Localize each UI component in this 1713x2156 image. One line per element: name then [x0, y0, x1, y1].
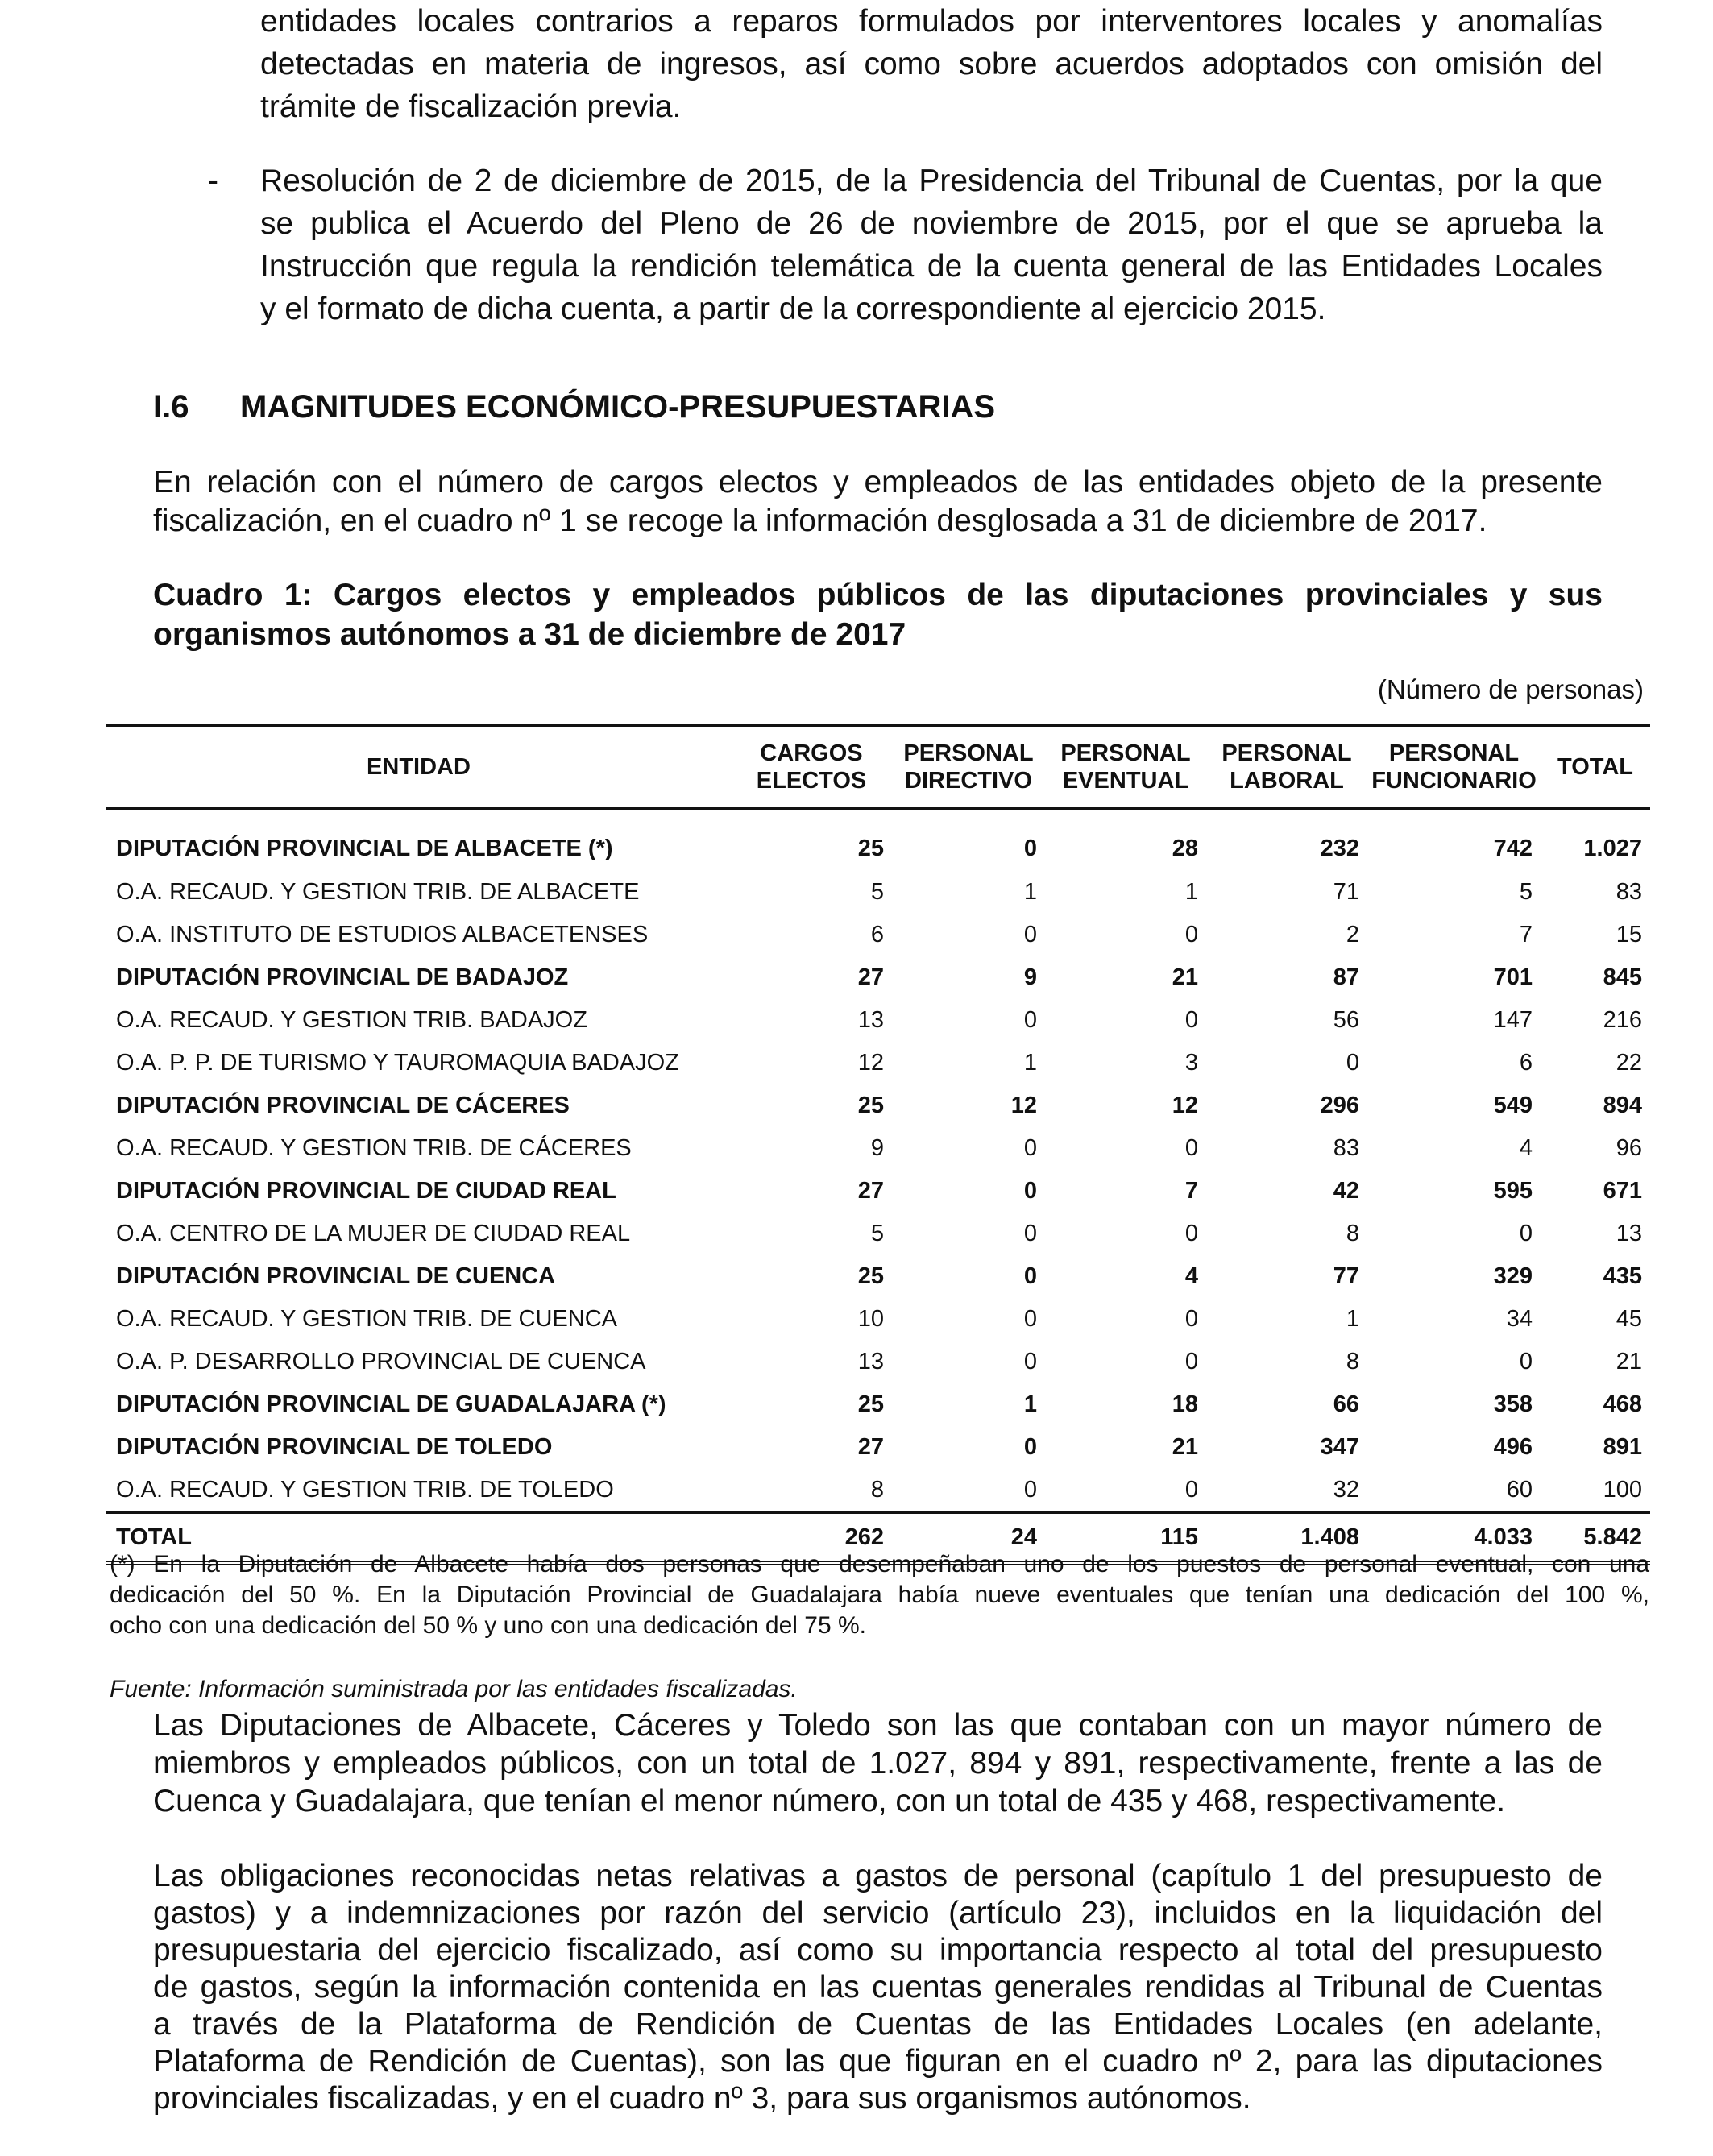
data-table-wrapper — [106, 724, 1650, 1565]
value-cell: 0 — [1519, 1349, 1533, 1374]
table-header-row — [106, 726, 1650, 809]
list-bullet: - — [208, 164, 218, 198]
table-row — [106, 871, 1650, 914]
caption-line: Cuadro 1: Cargos electos y empleados públicos de las diputaciones provinciales y sus — [153, 578, 1603, 612]
value-cell: 8 — [870, 1477, 884, 1503]
table-row — [106, 1298, 1650, 1341]
value-cell: 2 — [1346, 922, 1359, 947]
value-cell: 595 — [1493, 1178, 1533, 1204]
value-cell: 77 — [1333, 1263, 1359, 1289]
value-cell: 4 — [1519, 1135, 1533, 1161]
value-cell: 0 — [1023, 922, 1037, 947]
text-line: Resolución de 2 de diciembre de 2015, de la Presidencia del Tribunal de Cuentas, por la que — [260, 164, 1603, 198]
table-row — [106, 1213, 1650, 1255]
table-body — [106, 809, 1650, 1564]
value-cell: 1 — [1023, 1050, 1037, 1076]
table-row — [106, 809, 1650, 872]
value-cell: 22 — [1616, 1050, 1642, 1076]
value-cell: 296 — [1320, 1093, 1359, 1118]
value-cell: 0 — [1023, 1306, 1037, 1332]
value-cell: 18 — [1172, 1391, 1198, 1417]
value-cell: 13 — [857, 1007, 884, 1033]
table-source: Fuente: Información suministrada por las entidades fiscalizadas. — [110, 1676, 798, 1702]
entity-name-cell: DIPUTACIÓN PROVINCIAL DE ALBACETE (*) — [116, 835, 613, 861]
value-cell: 329 — [1493, 1263, 1533, 1289]
text-line: Plataforma de Rendición de Cuentas), son las que figuran en el cuadro nº 2, para las diputaciones — [153, 2044, 1603, 2079]
value-cell: 216 — [1603, 1007, 1642, 1033]
text-line: provinciales fiscalizadas, y en el cuadro nº 3, para sus organismos autónomos. — [153, 2081, 1251, 2116]
value-cell: 10 — [857, 1306, 884, 1332]
value-cell: 1 — [1023, 879, 1037, 905]
value-cell: 1 — [1184, 879, 1198, 905]
value-cell: 34 — [1506, 1306, 1533, 1332]
value-cell: 7 — [1184, 1178, 1198, 1204]
value-cell: 83 — [1333, 1135, 1359, 1161]
value-cell: 496 — [1493, 1434, 1533, 1460]
entity-name-cell: DIPUTACIÓN PROVINCIAL DE GUADALAJARA (*) — [116, 1391, 666, 1417]
note-line: (*) En la Diputación de Albacete había dos personas que desempeñaban uno de los puestos de personal eventual, con una — [110, 1551, 1649, 1578]
value-cell: 13 — [1616, 1221, 1642, 1246]
value-cell: 0 — [1023, 1434, 1037, 1460]
value-cell: 5 — [1519, 879, 1533, 905]
text-line: Instrucción que regula la rendición telemática de la cuenta general de las Entidades Locales — [260, 249, 1603, 284]
value-cell: 1.027 — [1583, 835, 1642, 861]
table-caption — [153, 575, 1603, 654]
value-cell: 742 — [1493, 835, 1533, 861]
table-row — [106, 1383, 1650, 1426]
value-cell: 100 — [1603, 1477, 1642, 1503]
value-cell: 0 — [1184, 1349, 1198, 1374]
header-personal-laboral: PERSONAL LABORAL — [1206, 726, 1367, 809]
value-cell: 0 — [1184, 1007, 1198, 1033]
value-cell: 8 — [1346, 1349, 1359, 1374]
table-row — [106, 914, 1650, 956]
header-personal-funcionario: PERSONAL FUNCIONARIO — [1367, 726, 1541, 809]
value-cell: 0 — [1184, 922, 1198, 947]
text-line: En relación con el número de cargos electos y empleados de las entidades objeto de la presente — [153, 465, 1603, 500]
text-line: se publica el Acuerdo del Pleno de 26 de noviembre de 2015, por el que se aprueba la — [260, 206, 1603, 241]
text-line: Las obligaciones reconocidas netas relativas a gastos de personal (capítulo 1 del presupuesto de — [153, 1859, 1603, 1893]
data-table — [106, 724, 1650, 1565]
total-value-cell: 5.842 — [1541, 1513, 1650, 1564]
text-line: presupuestaria del ejercicio fiscalizado, así como su importancia respecto al total del presupuesto — [153, 1933, 1603, 1967]
value-cell: 71 — [1333, 879, 1359, 905]
value-cell: 7 — [1519, 922, 1533, 947]
total-label-cell: TOTAL — [106, 1513, 731, 1564]
value-cell: 0 — [1023, 1178, 1037, 1204]
value-cell: 27 — [857, 1178, 884, 1204]
value-cell: 25 — [857, 835, 884, 861]
table-row — [106, 1469, 1650, 1513]
total-value-cell: 1.408 — [1206, 1513, 1367, 1564]
header-total: TOTAL — [1541, 726, 1650, 809]
text-line: miembros y empleados públicos, con un total de 1.027, 894 y 891, respectivamente, frente a las de — [153, 1746, 1603, 1781]
value-cell: 435 — [1603, 1263, 1642, 1289]
value-cell: 60 — [1506, 1477, 1533, 1503]
value-cell: 87 — [1333, 964, 1359, 990]
section-intro — [153, 463, 1603, 541]
value-cell: 232 — [1320, 835, 1359, 861]
value-cell: 28 — [1172, 835, 1198, 861]
table-row — [106, 1426, 1650, 1469]
table-unit: (Número de personas) — [1377, 674, 1644, 704]
total-value-cell: 262 — [731, 1513, 892, 1564]
value-cell: 5 — [870, 1221, 884, 1246]
text-line: de gastos, según la información contenida en las cuentas generales rendidas al Tribunal de Cuentas — [153, 1970, 1603, 2005]
text-line: a través de la Plataforma de Rendición de Cuentas de las Entidades Locales (en adelante, — [153, 2007, 1603, 2042]
value-cell: 701 — [1493, 964, 1533, 990]
text-line: y el formato de dicha cuenta, a partir de la correspondiente al ejercicio 2015. — [260, 292, 1326, 326]
value-cell: 25 — [857, 1263, 884, 1289]
entity-name-cell: O.A. P. DESARROLLO PROVINCIAL DE CUENCA — [116, 1349, 646, 1374]
value-cell: 12 — [1010, 1093, 1037, 1118]
text-line: entidades locales contrarios a reparos formulados por interventores locales y anomalías — [260, 4, 1603, 39]
value-cell: 5 — [870, 879, 884, 905]
note-line: dedicación del 50 %. En la Diputación Provincial de Guadalajara había nueve eventuales que tenían una dedicación del 100 %, — [110, 1582, 1649, 1608]
text-line: fiscalización, en el cuadro nº 1 se recoge la información desglosada a 31 de diciembre de 2017. — [153, 504, 1487, 538]
value-cell: 12 — [1172, 1093, 1198, 1118]
entity-name-cell: O.A. RECAUD. Y GESTION TRIB. BADAJOZ — [116, 1007, 587, 1033]
table-row — [106, 999, 1650, 1042]
table-row — [106, 1042, 1650, 1084]
header-entidad: ENTIDAD — [106, 726, 731, 809]
value-cell: 0 — [1023, 1477, 1037, 1503]
entity-name-cell: O.A. P. P. DE TURISMO Y TAUROMAQUIA BADAJOZ — [116, 1050, 679, 1076]
text-line: Las Diputaciones de Albacete, Cáceres y Toledo son las que contaban con un mayor número de — [153, 1708, 1603, 1743]
value-cell: 0 — [1184, 1135, 1198, 1161]
value-cell: 15 — [1616, 922, 1642, 947]
table-row — [106, 956, 1650, 999]
value-cell: 32 — [1333, 1477, 1359, 1503]
value-cell: 1 — [1346, 1306, 1359, 1332]
value-cell: 1 — [1023, 1391, 1037, 1417]
value-cell: 0 — [1023, 1263, 1037, 1289]
value-cell: 671 — [1603, 1178, 1642, 1204]
note-line: ocho con una dedicación del 50 % y uno con una dedicación del 75 %. — [110, 1612, 867, 1639]
value-cell: 4 — [1184, 1263, 1198, 1289]
value-cell: 21 — [1172, 964, 1198, 990]
entity-name-cell: O.A. CENTRO DE LA MUJER DE CIUDAD REAL — [116, 1221, 631, 1246]
header-personal-eventual: PERSONAL EVENTUAL — [1045, 726, 1206, 809]
entity-name-cell: O.A. RECAUD. Y GESTION TRIB. DE TOLEDO — [116, 1477, 614, 1503]
section-number: I.6 — [153, 389, 189, 425]
entity-name-cell: DIPUTACIÓN PROVINCIAL DE BADAJOZ — [116, 964, 569, 990]
text-line: Cuenca y Guadalajara, que tenían el menor número, con un total de 435 y 468, respectivamente. — [153, 1784, 1506, 1818]
text-line: gastos) y a indemnizaciones por razón del servicio (artículo 23), incluidos en la liquidación del — [153, 1896, 1603, 1930]
value-cell: 9 — [870, 1135, 884, 1161]
value-cell: 891 — [1603, 1434, 1642, 1460]
value-cell: 12 — [857, 1050, 884, 1076]
entity-name-cell: O.A. RECAUD. Y GESTION TRIB. DE ALBACETE — [116, 879, 640, 905]
paragraph-1 — [153, 1706, 1603, 1820]
value-cell: 358 — [1493, 1391, 1533, 1417]
total-value-cell: 24 — [892, 1513, 1045, 1564]
value-cell: 83 — [1616, 879, 1642, 905]
value-cell: 894 — [1603, 1093, 1642, 1118]
entity-name-cell: DIPUTACIÓN PROVINCIAL DE CIUDAD REAL — [116, 1178, 616, 1204]
value-cell: 8 — [1346, 1221, 1359, 1246]
value-cell: 6 — [870, 922, 884, 947]
value-cell: 45 — [1616, 1306, 1642, 1332]
value-cell: 0 — [1184, 1221, 1198, 1246]
value-cell: 13 — [857, 1349, 884, 1374]
table-row — [106, 1255, 1650, 1298]
value-cell: 0 — [1184, 1477, 1198, 1503]
table-row — [106, 1341, 1650, 1383]
value-cell: 0 — [1184, 1306, 1198, 1332]
value-cell: 0 — [1023, 1007, 1037, 1033]
text-line: detectadas en materia de ingresos, así como sobre acuerdos adoptados con omisión del — [260, 47, 1603, 81]
intro-continuation — [260, 0, 1603, 128]
table-row — [106, 1127, 1650, 1170]
total-value-cell: 115 — [1045, 1513, 1206, 1564]
value-cell: 25 — [857, 1093, 884, 1118]
entity-name-cell: DIPUTACIÓN PROVINCIAL DE CUENCA — [116, 1263, 556, 1289]
value-cell: 21 — [1172, 1434, 1198, 1460]
value-cell: 96 — [1616, 1135, 1642, 1161]
section-title: MAGNITUDES ECONÓMICO-PRESUPUESTARIAS — [240, 389, 996, 425]
entity-name-cell: O.A. RECAUD. Y GESTION TRIB. DE CÁCERES — [116, 1135, 632, 1161]
header-personal-directivo: PERSONAL DIRECTIVO — [892, 726, 1045, 809]
value-cell: 42 — [1333, 1178, 1359, 1204]
table-footnote — [110, 1549, 1649, 1641]
value-cell: 0 — [1346, 1050, 1359, 1076]
value-cell: 0 — [1023, 1135, 1037, 1161]
caption-line: organismos autónomos a 31 de diciembre de 2017 — [153, 617, 906, 652]
value-cell: 0 — [1023, 835, 1037, 861]
value-cell: 0 — [1519, 1221, 1533, 1246]
value-cell: 845 — [1603, 964, 1642, 990]
value-cell: 0 — [1023, 1349, 1037, 1374]
value-cell: 3 — [1184, 1050, 1198, 1076]
value-cell: 347 — [1320, 1434, 1359, 1460]
entity-name-cell: O.A. INSTITUTO DE ESTUDIOS ALBACETENSES — [116, 922, 649, 947]
value-cell: 21 — [1616, 1349, 1642, 1374]
value-cell: 468 — [1603, 1391, 1642, 1417]
value-cell: 27 — [857, 964, 884, 990]
value-cell: 66 — [1333, 1391, 1359, 1417]
value-cell: 549 — [1493, 1093, 1533, 1118]
value-cell: 6 — [1519, 1050, 1533, 1076]
list-item — [260, 160, 1603, 330]
entity-name-cell: DIPUTACIÓN PROVINCIAL DE CÁCERES — [116, 1093, 570, 1118]
table-row — [106, 1170, 1650, 1213]
value-cell: 25 — [857, 1391, 884, 1417]
table-row — [106, 1084, 1650, 1127]
text-line: trámite de fiscalización previa. — [260, 89, 682, 124]
entity-name-cell: DIPUTACIÓN PROVINCIAL DE TOLEDO — [116, 1434, 553, 1460]
entity-name-cell: O.A. RECAUD. Y GESTION TRIB. DE CUENCA — [116, 1306, 618, 1332]
value-cell: 56 — [1333, 1007, 1359, 1033]
value-cell: 147 — [1493, 1007, 1533, 1033]
total-value-cell: 4.033 — [1367, 1513, 1541, 1564]
header-cargos-electos: CARGOS ELECTOS — [731, 726, 892, 809]
value-cell: 27 — [857, 1434, 884, 1460]
value-cell: 9 — [1023, 964, 1037, 990]
value-cell: 0 — [1023, 1221, 1037, 1246]
paragraph-2 — [153, 1858, 1603, 2117]
